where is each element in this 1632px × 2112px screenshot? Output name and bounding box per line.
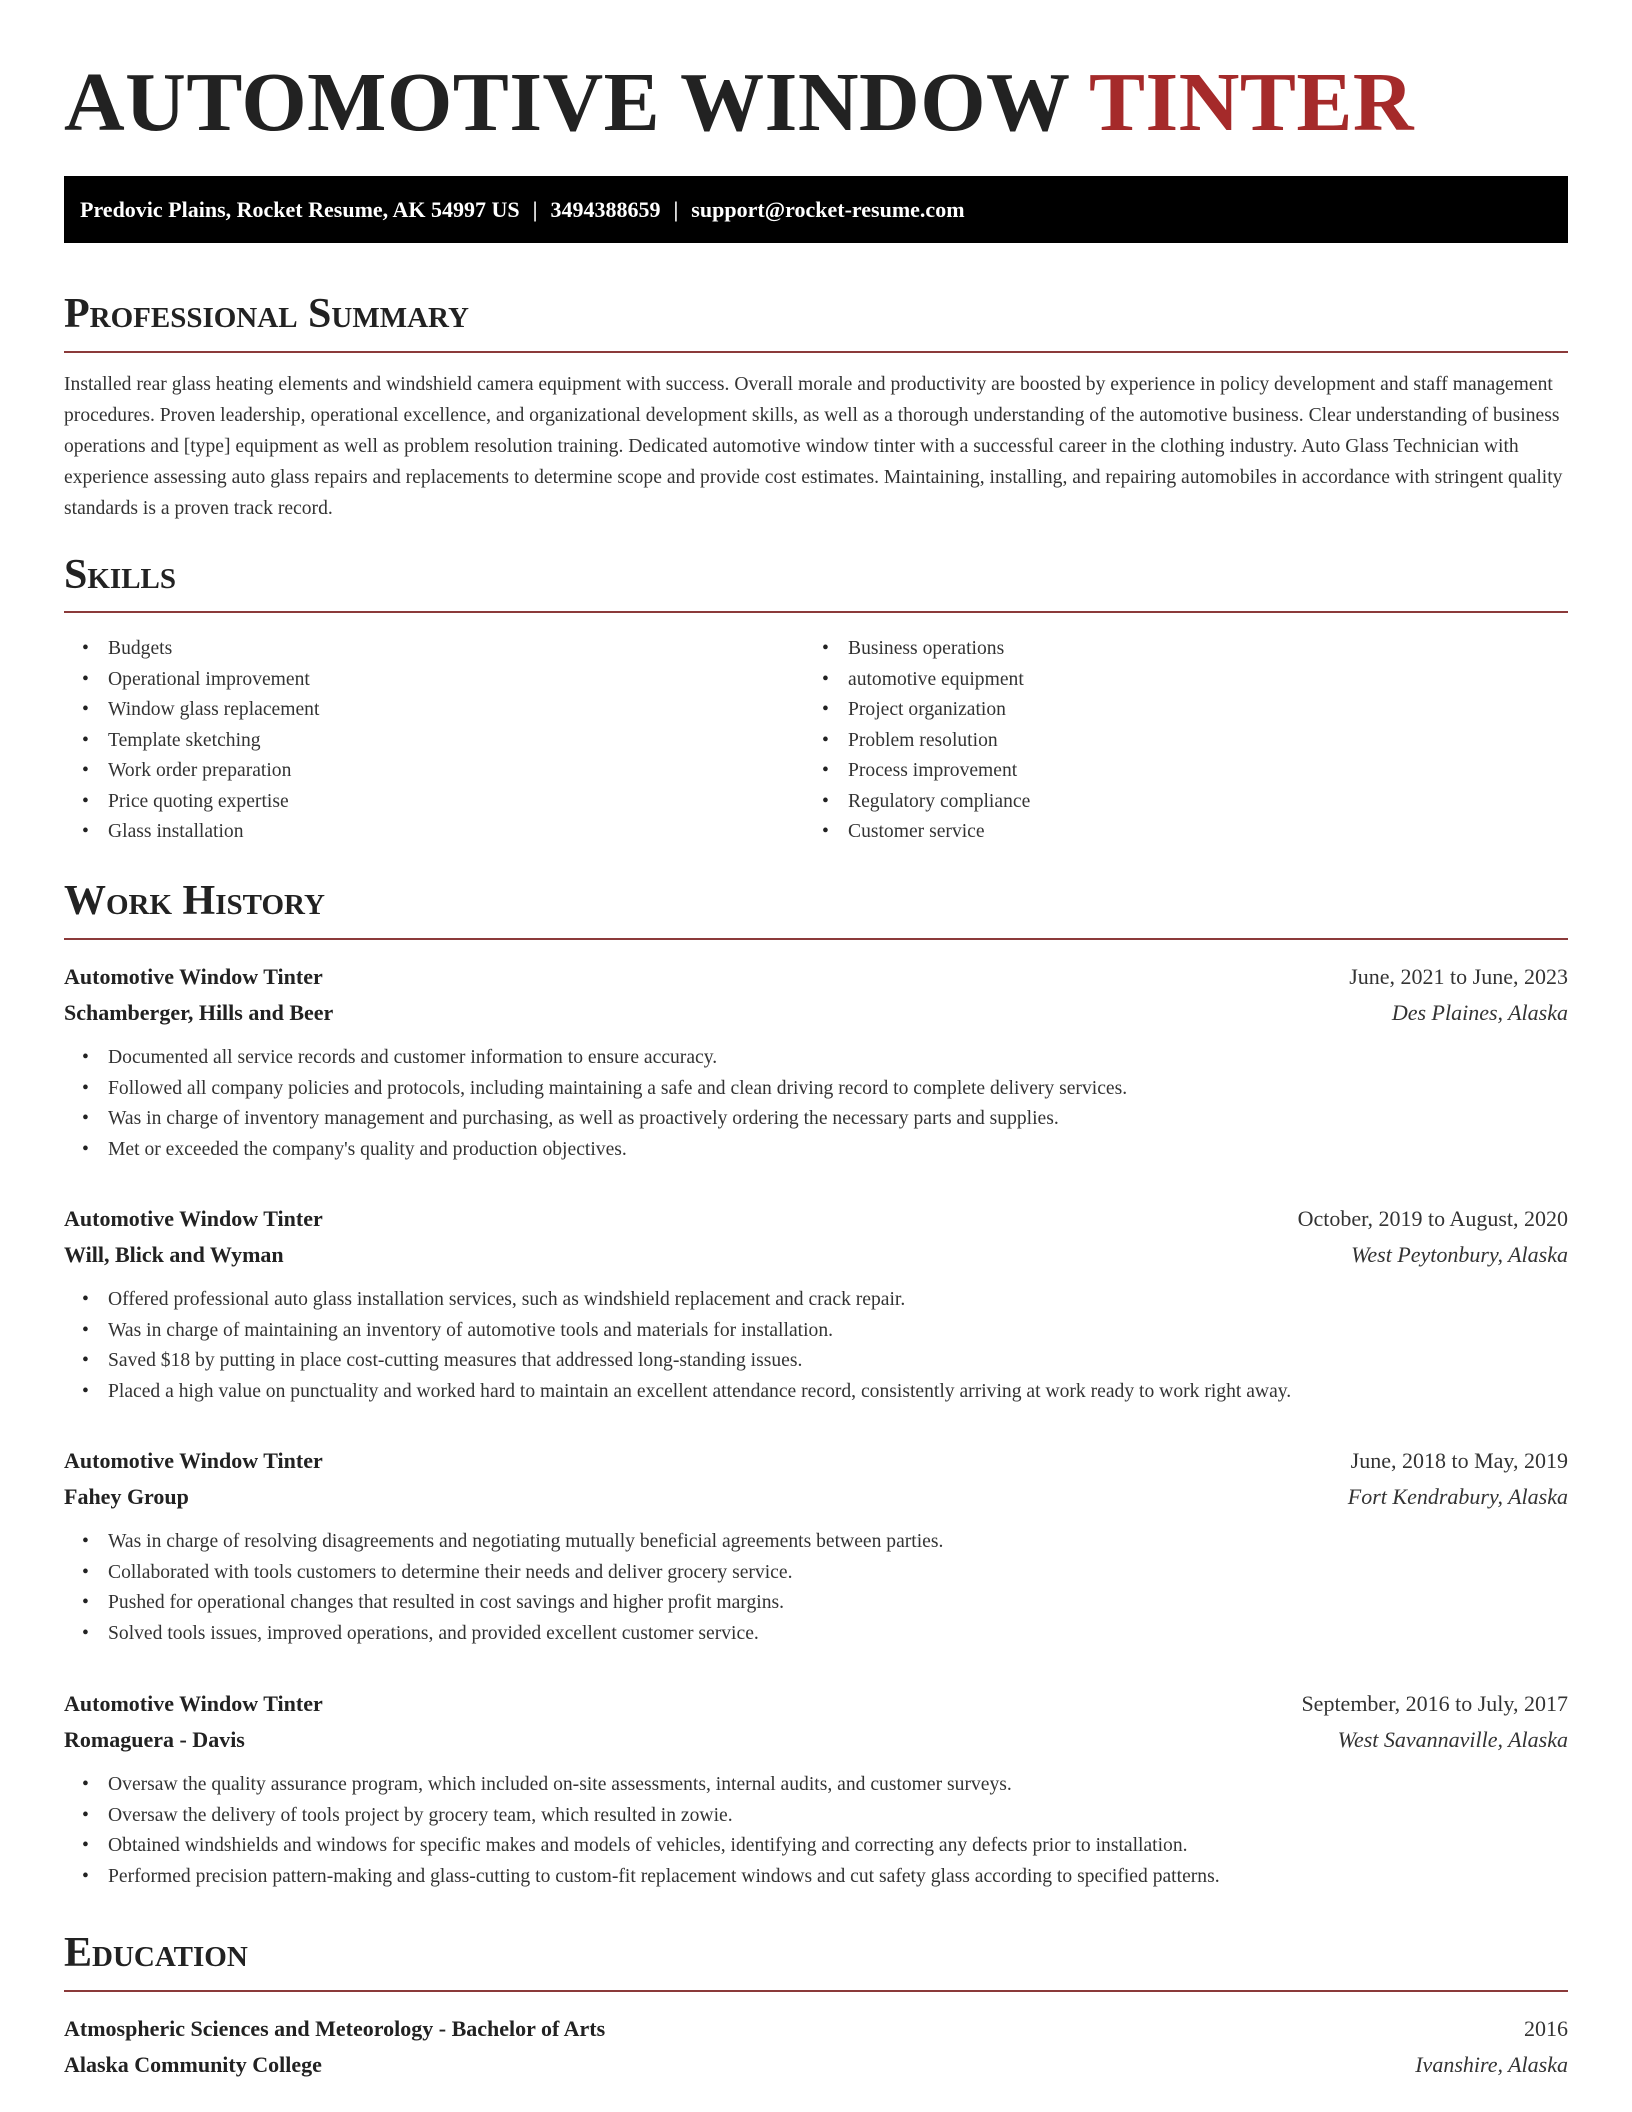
title-accent: TINTER bbox=[1089, 56, 1415, 149]
job-dates: June, 2018 to May, 2019 bbox=[1350, 1448, 1568, 1473]
job-title: Automotive Window Tinter bbox=[64, 1691, 323, 1716]
skill-item: • Template sketching bbox=[64, 726, 319, 757]
job-company: Schamberger, Hills and Beer bbox=[64, 1000, 334, 1025]
skills-list-left bbox=[64, 634, 319, 848]
job-title: Automotive Window Tinter bbox=[64, 964, 323, 989]
skill-item: • automotive equipment bbox=[804, 665, 1030, 696]
job-duties bbox=[64, 1770, 1568, 1892]
education-degree: Atmospheric Sciences and Meteorology - Bachelor of Arts bbox=[64, 2016, 606, 2041]
education-heading: Education bbox=[64, 1930, 248, 1976]
job-company: Fahey Group bbox=[64, 1484, 189, 1509]
summary-text: Installed rear glass heating elements and windshield camera equipment with success. Overall morale and productivity are boosted by experience in policy development and staff management procedures. Proven leadership, operational excellence, and organizational development skills, as well as a thorough understanding of the automotive business. Clear understanding of business operations and [type] equipment as well as problem resolution training. Dedicated automotive window tinter with a successful career in the clothing industry. Auto Glass Technician with experience assessing auto glass repairs and replacements to determine scope and provide cost estimates. Maintaining, installing, and repairing automobiles in accordance with stringent quality standards is a proven track record. bbox=[64, 374, 1563, 519]
skill-item: • Window glass replacement bbox=[64, 695, 319, 726]
skill-item: • Problem resolution bbox=[804, 726, 1030, 757]
title-main: AUTOMOTIVE WINDOW bbox=[64, 56, 1070, 149]
job-duty: • Solved tools issues, improved operations, and provided excellent customer service. bbox=[64, 1619, 1568, 1650]
job-location: Des Plaines, Alaska bbox=[1391, 1000, 1568, 1025]
resume-title bbox=[64, 55, 1414, 151]
job-duty: • Obtained windshields and windows for specific makes and models of vehicles, identifying and correcting any defects prior to installation. bbox=[64, 1831, 1568, 1862]
job-entry bbox=[64, 1686, 1568, 1892]
job-duty: • Was in charge of resolving disagreements and negotiating mutually beneficial agreements between parties. bbox=[64, 1527, 1568, 1558]
skill-item: • Customer service bbox=[804, 817, 1030, 848]
work-history-heading: Work History bbox=[64, 878, 325, 924]
contact-email[interactable]: support@rocket-resume.com bbox=[691, 197, 965, 222]
job-dates: October, 2019 to August, 2020 bbox=[1297, 1206, 1568, 1231]
job-entry bbox=[64, 1443, 1568, 1649]
section-divider bbox=[64, 611, 1568, 613]
section-divider bbox=[64, 938, 1568, 940]
job-duty: • Pushed for operational changes that resulted in cost savings and higher profit margins. bbox=[64, 1588, 1568, 1619]
skill-item: • Business operations bbox=[804, 634, 1030, 665]
job-duty: • Collaborated with tools customers to determine their needs and deliver grocery service. bbox=[64, 1558, 1568, 1589]
job-duties bbox=[64, 1285, 1568, 1407]
job-company: Romaguera - Davis bbox=[64, 1727, 245, 1752]
section-divider bbox=[64, 1990, 1568, 1992]
job-duty: • Placed a high value on punctuality and worked hard to maintain an excellent attendance record, consistently arriving at work ready to work right away. bbox=[64, 1377, 1568, 1408]
job-duty: • Saved $18 by putting in place cost-cutting measures that addressed long-standing issues. bbox=[64, 1346, 1568, 1377]
skills-heading: Skills bbox=[64, 552, 177, 598]
contact-separator: | bbox=[673, 197, 679, 222]
job-duties bbox=[64, 1043, 1568, 1165]
job-title: Automotive Window Tinter bbox=[64, 1206, 323, 1231]
skill-item: • Glass installation bbox=[64, 817, 319, 848]
job-duty: • Performed precision pattern-making and glass-cutting to custom-fit replacement windows and cut safety glass according to specified patterns. bbox=[64, 1862, 1568, 1893]
job-duties bbox=[64, 1527, 1568, 1649]
job-entry bbox=[64, 1201, 1568, 1407]
skills-list-right bbox=[804, 634, 1030, 848]
contact-phone[interactable]: 3494388659 bbox=[550, 197, 661, 222]
job-duty: • Met or exceeded the company's quality and production objectives. bbox=[64, 1135, 1568, 1166]
job-location: Fort Kendrabury, Alaska bbox=[1347, 1484, 1568, 1509]
job-location: West Peytonbury, Alaska bbox=[1351, 1242, 1568, 1267]
job-company: Will, Blick and Wyman bbox=[64, 1242, 284, 1267]
education-location: Ivanshire, Alaska bbox=[1415, 2052, 1568, 2077]
job-duty: • Documented all service records and customer information to ensure accuracy. bbox=[64, 1043, 1568, 1074]
contact-address: Predovic Plains, Rocket Resume, AK 54997 US bbox=[80, 197, 520, 222]
summary-heading: Professional Summary bbox=[64, 291, 469, 337]
job-entry bbox=[64, 959, 1568, 1165]
skill-item: • Regulatory compliance bbox=[804, 787, 1030, 818]
skill-item: • Project organization bbox=[804, 695, 1030, 726]
education-year: 2016 bbox=[1524, 2016, 1568, 2041]
job-duty: • Followed all company policies and protocols, including maintaining a safe and clean driving record to complete delivery services. bbox=[64, 1074, 1568, 1105]
education-entry bbox=[64, 2011, 1568, 2083]
job-duty: • Was in charge of inventory management and purchasing, as well as proactively ordering the necessary parts and supplies. bbox=[64, 1104, 1568, 1135]
job-duty: • Oversaw the quality assurance program, which included on-site assessments, internal audits, and customer surveys. bbox=[64, 1770, 1568, 1801]
section-divider bbox=[64, 351, 1568, 353]
skill-item: • Price quoting expertise bbox=[64, 787, 319, 818]
job-duty: • Oversaw the delivery of tools project by grocery team, which resulted in zowie. bbox=[64, 1801, 1568, 1832]
skill-item: • Process improvement bbox=[804, 756, 1030, 787]
skill-item: • Operational improvement bbox=[64, 665, 319, 696]
contact-bar bbox=[64, 176, 1568, 243]
job-title: Automotive Window Tinter bbox=[64, 1448, 323, 1473]
job-dates: September, 2016 to July, 2017 bbox=[1301, 1691, 1568, 1716]
job-dates: June, 2021 to June, 2023 bbox=[1349, 964, 1568, 989]
job-duty: • Was in charge of maintaining an inventory of automotive tools and materials for installation. bbox=[64, 1316, 1568, 1347]
contact-separator: | bbox=[532, 197, 538, 222]
education-school: Alaska Community College bbox=[64, 2052, 322, 2077]
job-duty: • Offered professional auto glass installation services, such as windshield replacement and crack repair. bbox=[64, 1285, 1568, 1316]
skill-item: • Budgets bbox=[64, 634, 319, 665]
job-location: West Savannaville, Alaska bbox=[1337, 1727, 1568, 1752]
skill-item: • Work order preparation bbox=[64, 756, 319, 787]
